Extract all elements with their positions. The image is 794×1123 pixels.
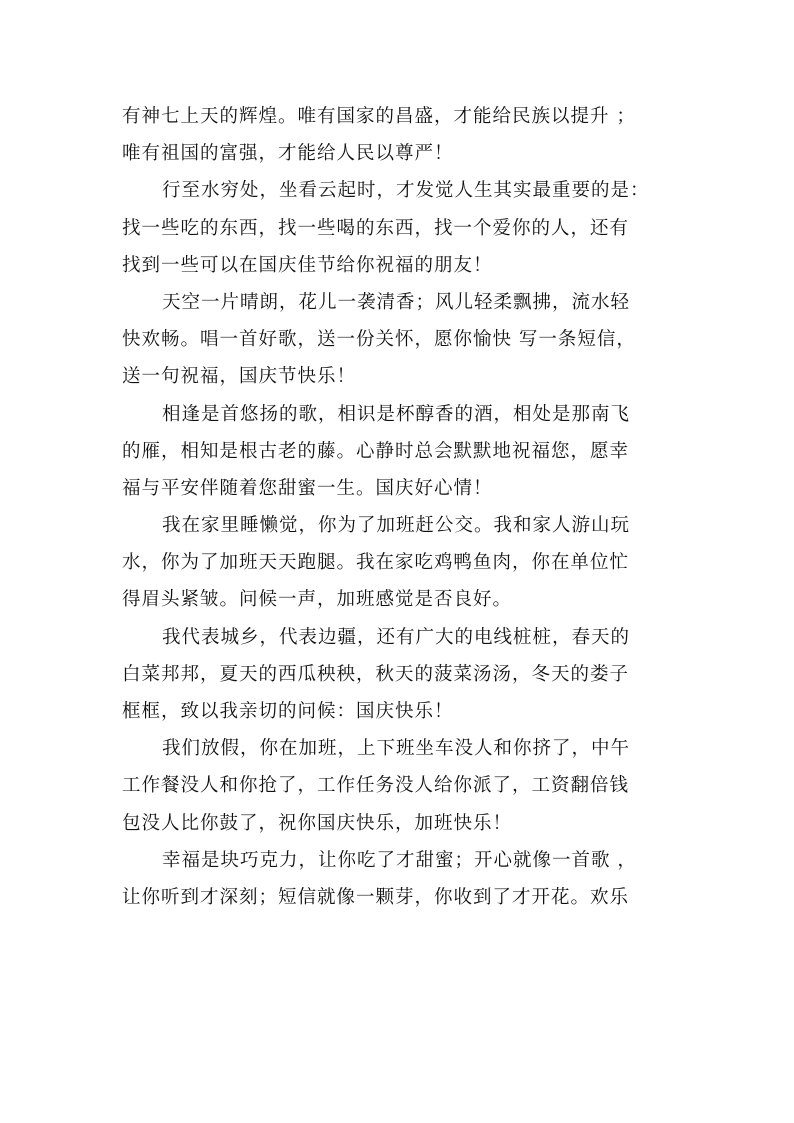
paragraph-start-line: 我们放假，你在加班，上下班坐车没人和你挤了，中午: [162, 738, 631, 760]
text-line: 福与平安伴随着您甜蜜一生。国庆好心情！: [122, 477, 493, 499]
text-line: 有神七上天的辉煌。唯有国家的昌盛，才能给民族以提升 ；: [122, 106, 636, 127]
text-line: 找一些吃的东西，找一些喝的东西，找一个爱你的人，还有: [122, 217, 630, 239]
text-line: 工作餐没人和你抢了，工作任务没人给你派了，工资翻倍钱: [122, 775, 630, 797]
text-line: 得眉头紧皱。问候一声，加班感觉是否良好。: [122, 589, 513, 611]
text-line: 水，你为了加班天天跑腿。我在家吃鸡鸭鱼肉，你在单位忙: [122, 552, 630, 574]
text-line: 框框，致以我亲切的问候：国庆快乐！: [122, 701, 454, 722]
paragraph-start-line: 相逢是首悠扬的歌，相识是杯醇香的酒，相处是那南飞: [162, 403, 631, 425]
paragraph-start-line: 我在家里睡懒觉，你为了加班赶公交。我和家人游山玩: [162, 515, 631, 537]
text-line: 送一句祝福，国庆节快乐！: [122, 366, 357, 388]
text-line: 唯有祖国的富强，才能给人民以尊严！: [122, 143, 454, 165]
paragraph-start-line: 行至水穷处，坐看云起时，才发觉人生其实最重要的是：: [162, 180, 650, 202]
text-line: 快欢畅。唱一首好歌，送一份关怀，愿你愉快 写一条短信，: [122, 329, 636, 351]
text-line: 白菜邦邦，夏天的西瓜秧秧，秋天的菠菜汤汤，冬天的娄子: [122, 663, 630, 685]
text-line: 的雁，相知是根古老的藤。心静时总会默默地祝福您，愿幸: [122, 440, 630, 462]
document-body: [122, 98, 674, 916]
text-line: 让你听到才深刻；短信就像一颗芽，你收到了才开花。欢乐: [122, 886, 630, 908]
paragraph-start-line: 天空一片晴朗，花儿一袭清香；风儿轻柔飘拂，流水轻: [162, 291, 631, 313]
text-line: 找到一些可以在国庆佳节给你祝福的朋友！: [122, 254, 493, 276]
text-line: 包没人比你鼓了，祝你国庆快乐，加班快乐！: [122, 812, 513, 834]
paragraph-start-line: 幸福是块巧克力，让你吃了才甜蜜；开心就像一首歌 ，: [162, 849, 637, 871]
paragraph-start-line: 我代表城乡，代表边疆，还有广大的电线桩桩，春天的: [162, 626, 631, 648]
